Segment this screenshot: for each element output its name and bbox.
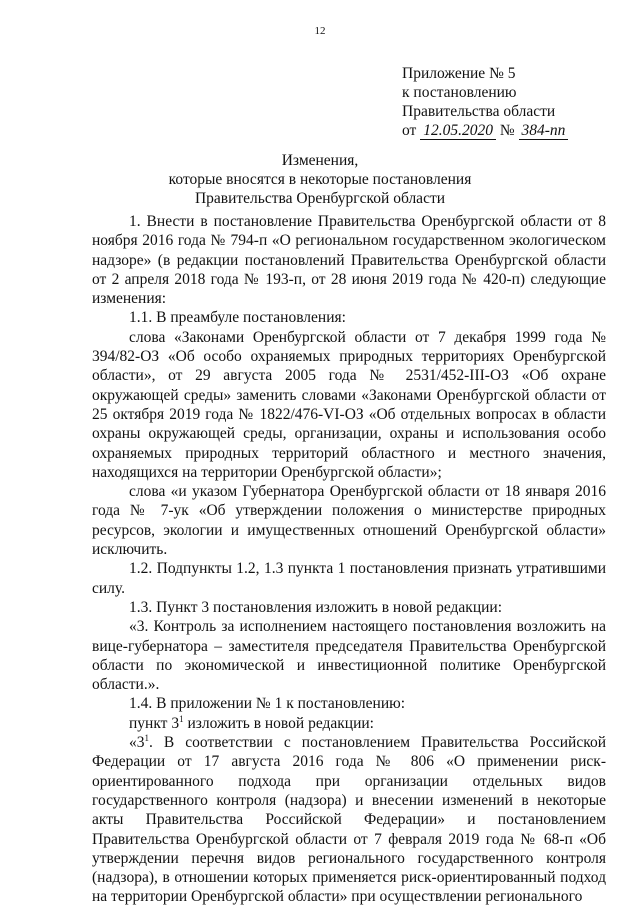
- point-text: изложить в новой редакции:: [183, 714, 374, 732]
- appendix-date-number-line: [402, 121, 568, 140]
- appendix-subtitle: к постановлению: [402, 84, 517, 101]
- paragraph-1: 1. Внести в постановление Правительства Оренбургской области от 8 ноября 2016 года № 794-п «О региональном государственном экологическом надзоре» (в редакции постановлений Правительства Оренбургской области от 2 апреля 2018 года № 193-п, от 28 июня 2019 года № 420-п) следующие изменения:: [92, 213, 606, 308]
- title-line-2: которые вносятся в некоторые постановления: [168, 171, 472, 188]
- document-body: [92, 212, 606, 907]
- new-point-label: «3: [129, 734, 145, 752]
- title-line-1: Изменения,: [281, 152, 359, 169]
- superscript: 1: [179, 713, 184, 724]
- paragraph-point-3-1: [92, 714, 606, 733]
- appendix-header: [402, 64, 568, 140]
- handwritten-date: 12.05.2020: [420, 123, 496, 140]
- paragraph-1-1: 1.1. В преамбуле постановления:: [129, 309, 346, 327]
- number-label: №: [499, 122, 515, 139]
- paragraph-1-3: 1.3. Пункт 3 постановления изложить в новой редакции:: [129, 598, 503, 616]
- new-point-text: . В соответствии с постановлением Правительства Российской Федерации от 17 августа 2016 года № 806 «О применении риск-ориентированного подхода при организации отдельных видов государственного контроля (надзора) и внесении изменений в некоторые акты Правительства Российской Федерации» и постановлением Правительства Оренбургской области от 7 февраля 2019 года № 68-п «Об утверждении перечня видов регионального государственного контроля (надзора), в отношении которых применяется риск-ориентированный подход на территории Оренбургской области» при осуществлении регионального: [92, 734, 606, 906]
- paragraph-new-point-3-1: [92, 733, 606, 907]
- paragraph-words-exclude: слова «и указом Губернатора Оренбургской области от 18 января 2016 года № 7-ук «Об утверждении положения о министерстве природных ресурсов, экологии и имущественных отношений Оренбургской области» исключить.: [92, 483, 606, 559]
- paragraph-1-2: 1.2. Подпункты 1.2, 1.3 пункта 1 постановления признать утратившими силу.: [92, 560, 606, 597]
- superscript: 1: [144, 732, 149, 743]
- appendix-title: Приложение № 5: [402, 65, 516, 82]
- page-number: 12: [314, 25, 326, 37]
- appendix-authority: Правительства области: [402, 103, 556, 120]
- document-title: [0, 151, 640, 208]
- paragraph-words-replace: слова «Законами Оренбургской области от 7 декабря 1999 года № 394/82-ОЗ «Об особо охраняемых природных территориях Оренбургской области», от 29 августа 2005 года № 2531/452-III-ОЗ «Об охране окружающей среды» заменить словами «Законами Оренбургской области от 25 октября 2019 года № 1822/476-VI-ОЗ «Об отдельных вопросах в области охраны окружающей среды, организации, охраны и использования особо охраняемых природных территорий областного и местного значения, находящихся на территории Оренбургской области»;: [92, 328, 606, 481]
- paragraph-1-4: 1.4. В приложении № 1 к постановлению:: [129, 695, 406, 713]
- paragraph-control: «3. Контроль за исполнением настоящего постановления возложить на вице-губернатора – заместителя председателя Правительства Оренбургской области по экономической и инвестиционной политике Оренбургской области.».: [92, 618, 606, 694]
- from-label: от: [402, 122, 417, 139]
- handwritten-number: 384-пп: [519, 123, 569, 140]
- point-label: пункт 3: [129, 714, 180, 732]
- title-line-3: Правительства Оренбургской области: [194, 190, 446, 207]
